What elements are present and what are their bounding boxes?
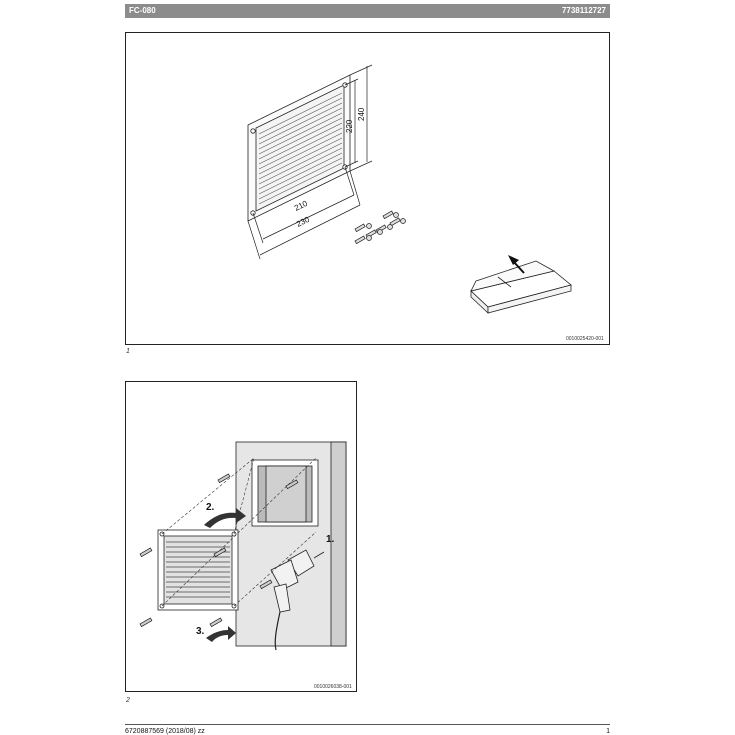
dim-inner-height: 220 [345, 119, 354, 133]
vent-grille [248, 75, 350, 221]
document-number: 6720887569 (2018/08) zz [125, 728, 205, 735]
model-name: FC-080 [129, 6, 156, 15]
step-1-label: 1. [326, 534, 335, 545]
page-number: 1 [606, 728, 610, 735]
step-2-label: 2. [206, 502, 215, 513]
figure-1-code: 0010025420-001 [566, 336, 604, 342]
screws-and-dowels [355, 211, 406, 244]
header-bar [125, 4, 610, 18]
dim-outer-width: 230 [294, 214, 311, 229]
step-3-label: 3. [196, 626, 205, 637]
figure-2-caption: 2 [126, 697, 130, 704]
figure-1-drawing [126, 33, 611, 346]
figure-1-frame [125, 32, 610, 345]
dim-inner-width: 210 [292, 198, 309, 213]
figure-1-caption: 1 [126, 348, 130, 355]
footer-divider [125, 724, 610, 725]
figure-2-code: 0010026038-001 [314, 684, 352, 690]
figure-2-frame [125, 381, 357, 692]
figure-2-drawing [126, 382, 358, 693]
arrow-step3-icon [206, 626, 236, 642]
part-number: 7738112727 [561, 6, 606, 15]
dim-outer-height: 240 [357, 107, 366, 121]
